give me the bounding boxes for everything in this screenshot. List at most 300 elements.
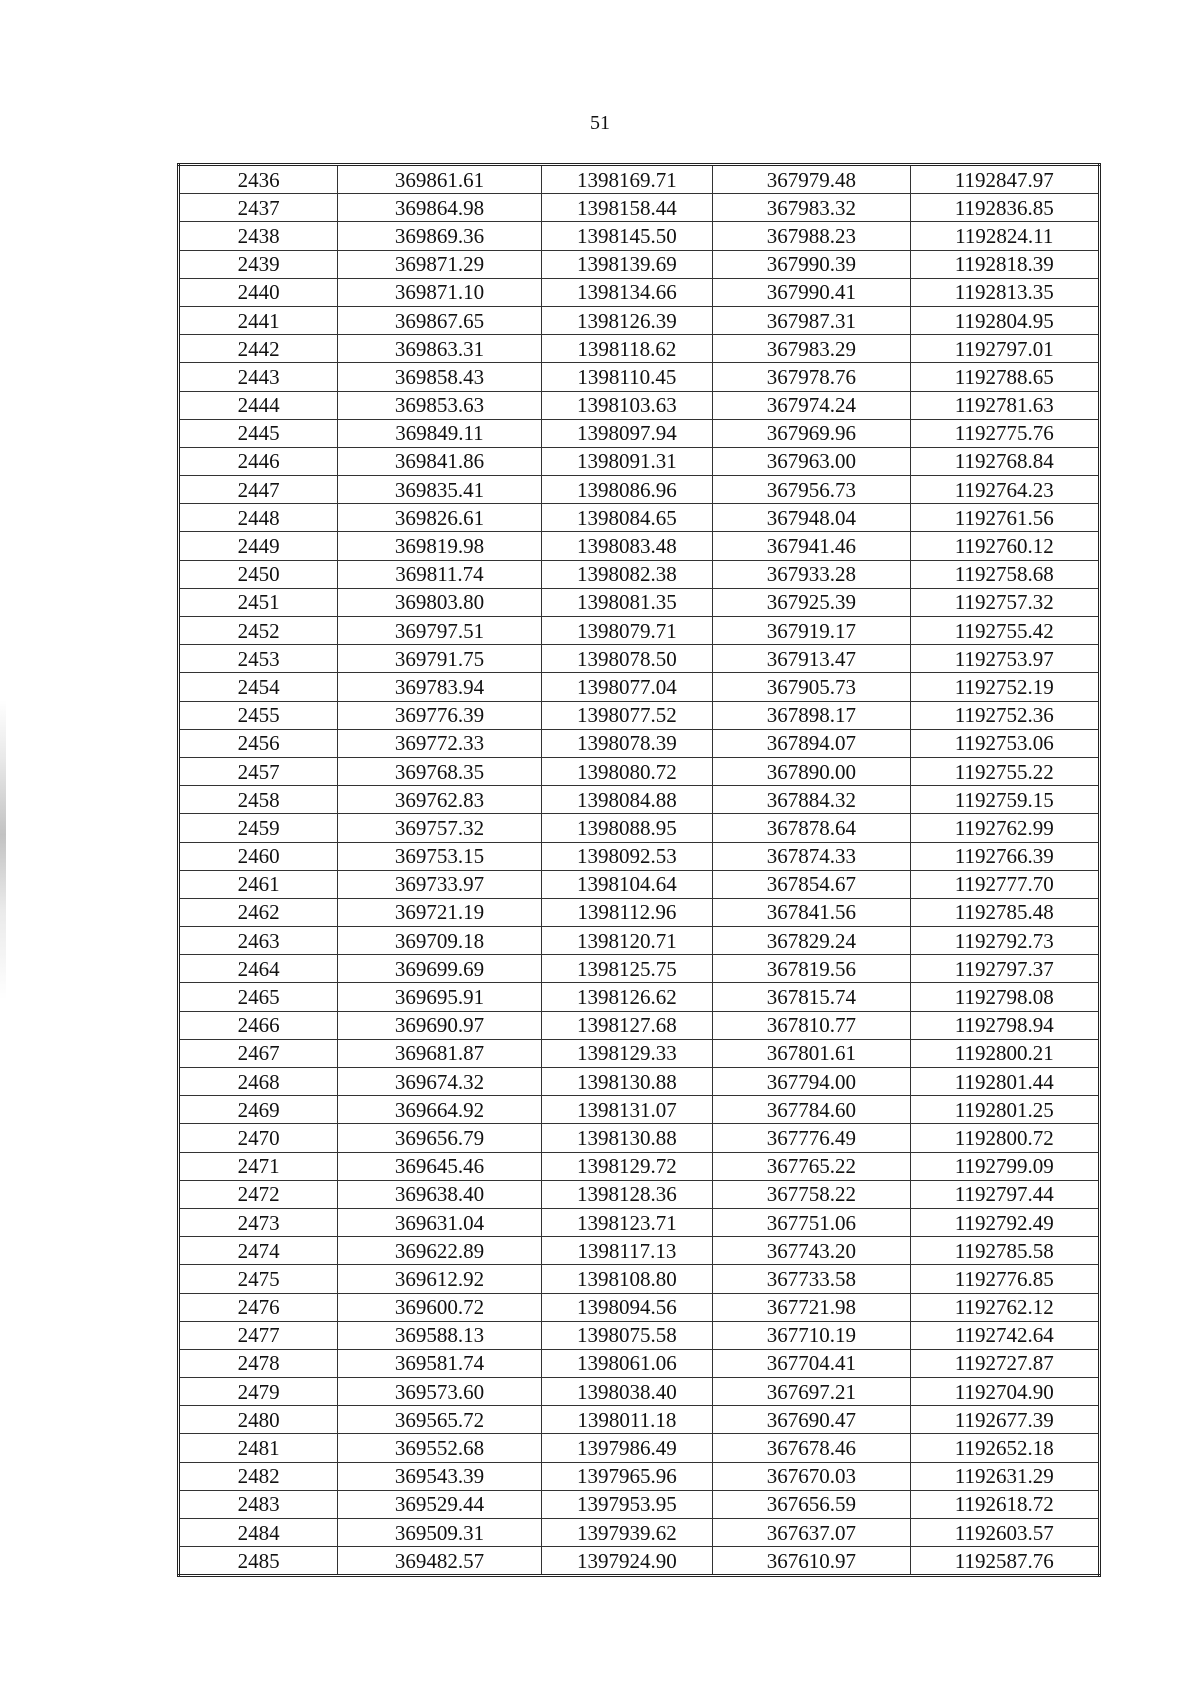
coord-y2-cell: 1192804.95	[910, 306, 1099, 334]
coord-y1-cell: 1398091.31	[541, 447, 713, 475]
coord-x2-cell: 367983.32	[713, 194, 910, 222]
coord-x2-cell: 367874.33	[713, 842, 910, 870]
table-row	[179, 476, 1100, 504]
point-number-cell: 2472	[179, 1180, 338, 1208]
table-row	[179, 391, 1100, 419]
point-number-cell: 2485	[179, 1547, 338, 1576]
coord-x2-cell: 367987.31	[713, 306, 910, 334]
coord-y1-cell: 1397965.96	[541, 1462, 713, 1490]
coord-x1-cell: 369581.74	[338, 1349, 541, 1377]
coord-y2-cell: 1192836.85	[910, 194, 1099, 222]
coord-x2-cell: 367776.49	[713, 1124, 910, 1152]
point-number-cell: 2469	[179, 1096, 338, 1124]
coord-y1-cell: 1398134.66	[541, 278, 713, 306]
point-number-cell: 2475	[179, 1265, 338, 1293]
coord-x2-cell: 367758.22	[713, 1180, 910, 1208]
point-number-cell: 2461	[179, 870, 338, 898]
table-row	[179, 1434, 1100, 1462]
table-row	[179, 870, 1100, 898]
coord-y1-cell: 1398077.52	[541, 701, 713, 729]
coord-x2-cell: 367978.76	[713, 363, 910, 391]
table-row	[179, 504, 1100, 532]
point-number-cell: 2462	[179, 898, 338, 926]
coord-x2-cell: 367690.47	[713, 1406, 910, 1434]
coord-x1-cell: 369864.98	[338, 194, 541, 222]
coord-y1-cell: 1398126.62	[541, 983, 713, 1011]
coord-x2-cell: 367784.60	[713, 1096, 910, 1124]
point-number-cell: 2449	[179, 532, 338, 560]
point-number-cell: 2483	[179, 1490, 338, 1518]
point-number-cell: 2473	[179, 1208, 338, 1236]
coord-y2-cell: 1192785.58	[910, 1237, 1099, 1265]
coord-y1-cell: 1398110.45	[541, 363, 713, 391]
coord-y1-cell: 1398103.63	[541, 391, 713, 419]
table-row	[179, 363, 1100, 391]
coord-y2-cell: 1192797.01	[910, 335, 1099, 363]
coord-x1-cell: 369772.33	[338, 729, 541, 757]
point-number-cell: 2452	[179, 617, 338, 645]
coord-y1-cell: 1398086.96	[541, 476, 713, 504]
coord-x1-cell: 369509.31	[338, 1519, 541, 1547]
coord-x2-cell: 367854.67	[713, 870, 910, 898]
point-number-cell: 2445	[179, 419, 338, 447]
coord-y2-cell: 1192742.64	[910, 1321, 1099, 1349]
coord-y1-cell: 1398078.39	[541, 729, 713, 757]
coord-y2-cell: 1192618.72	[910, 1490, 1099, 1518]
coord-y1-cell: 1398127.68	[541, 1011, 713, 1039]
coord-y1-cell: 1398078.50	[541, 645, 713, 673]
coord-x1-cell: 369797.51	[338, 617, 541, 645]
coord-y2-cell: 1192800.72	[910, 1124, 1099, 1152]
table-row	[179, 673, 1100, 701]
coord-y2-cell: 1192704.90	[910, 1378, 1099, 1406]
point-number-cell: 2437	[179, 194, 338, 222]
point-number-cell: 2471	[179, 1152, 338, 1180]
coord-x1-cell: 369565.72	[338, 1406, 541, 1434]
coord-x2-cell: 367890.00	[713, 757, 910, 785]
table-row	[179, 1462, 1100, 1490]
table-row	[179, 786, 1100, 814]
table-row	[179, 560, 1100, 588]
point-number-cell: 2477	[179, 1321, 338, 1349]
coord-y1-cell: 1398011.18	[541, 1406, 713, 1434]
coord-y1-cell: 1398084.88	[541, 786, 713, 814]
point-number-cell: 2466	[179, 1011, 338, 1039]
coord-x2-cell: 367710.19	[713, 1321, 910, 1349]
coord-y1-cell: 1398092.53	[541, 842, 713, 870]
table-row	[179, 955, 1100, 983]
coord-y2-cell: 1192631.29	[910, 1462, 1099, 1490]
coord-x1-cell: 369869.36	[338, 222, 541, 250]
coord-y2-cell: 1192801.25	[910, 1096, 1099, 1124]
table-row	[179, 1011, 1100, 1039]
table-row	[179, 1293, 1100, 1321]
coord-y1-cell: 1398118.62	[541, 335, 713, 363]
coord-y2-cell: 1192818.39	[910, 250, 1099, 278]
coord-y1-cell: 1398094.56	[541, 1293, 713, 1321]
coord-y2-cell: 1192785.48	[910, 898, 1099, 926]
coord-x2-cell: 367829.24	[713, 927, 910, 955]
coord-x1-cell: 369674.32	[338, 1068, 541, 1096]
coord-y2-cell: 1192760.12	[910, 532, 1099, 560]
table-row	[179, 1124, 1100, 1152]
point-number-cell: 2481	[179, 1434, 338, 1462]
coord-y1-cell: 1398169.71	[541, 165, 713, 194]
coord-y1-cell: 1397924.90	[541, 1547, 713, 1576]
coord-x1-cell: 369841.86	[338, 447, 541, 475]
coord-y2-cell: 1192753.06	[910, 729, 1099, 757]
table-row	[179, 222, 1100, 250]
coord-y2-cell: 1192792.73	[910, 927, 1099, 955]
coord-x1-cell: 369681.87	[338, 1039, 541, 1067]
coord-y2-cell: 1192781.63	[910, 391, 1099, 419]
coord-y1-cell: 1398125.75	[541, 955, 713, 983]
coord-x1-cell: 369695.91	[338, 983, 541, 1011]
coord-y2-cell: 1192798.08	[910, 983, 1099, 1011]
table-row	[179, 1378, 1100, 1406]
point-number-cell: 2460	[179, 842, 338, 870]
point-number-cell: 2463	[179, 927, 338, 955]
coord-x2-cell: 367751.06	[713, 1208, 910, 1236]
coord-x1-cell: 369849.11	[338, 419, 541, 447]
point-number-cell: 2455	[179, 701, 338, 729]
table-row	[179, 1180, 1100, 1208]
coord-y1-cell: 1397939.62	[541, 1519, 713, 1547]
point-number-cell: 2436	[179, 165, 338, 194]
table-row	[179, 1265, 1100, 1293]
table-row	[179, 588, 1100, 616]
point-number-cell: 2446	[179, 447, 338, 475]
coord-y2-cell: 1192797.44	[910, 1180, 1099, 1208]
coord-x2-cell: 367678.46	[713, 1434, 910, 1462]
coord-x2-cell: 367721.98	[713, 1293, 910, 1321]
coord-x2-cell: 367878.64	[713, 814, 910, 842]
coord-y2-cell: 1192800.21	[910, 1039, 1099, 1067]
coord-y1-cell: 1398128.36	[541, 1180, 713, 1208]
coord-x1-cell: 369638.40	[338, 1180, 541, 1208]
coord-y2-cell: 1192755.22	[910, 757, 1099, 785]
coord-x1-cell: 369861.61	[338, 165, 541, 194]
table-row	[179, 983, 1100, 1011]
coord-x2-cell: 367841.56	[713, 898, 910, 926]
coord-y1-cell: 1398108.80	[541, 1265, 713, 1293]
coord-x2-cell: 367794.00	[713, 1068, 910, 1096]
point-number-cell: 2479	[179, 1378, 338, 1406]
table-row	[179, 1406, 1100, 1434]
coord-x1-cell: 369811.74	[338, 560, 541, 588]
table-row	[179, 335, 1100, 363]
coord-x1-cell: 369690.97	[338, 1011, 541, 1039]
coord-x1-cell: 369552.68	[338, 1434, 541, 1462]
coord-y1-cell: 1397953.95	[541, 1490, 713, 1518]
coord-x1-cell: 369762.83	[338, 786, 541, 814]
coord-y1-cell: 1398126.39	[541, 306, 713, 334]
coord-x1-cell: 369853.63	[338, 391, 541, 419]
coord-x1-cell: 369871.10	[338, 278, 541, 306]
coord-x1-cell: 369543.39	[338, 1462, 541, 1490]
coord-y1-cell: 1398130.88	[541, 1068, 713, 1096]
coord-x2-cell: 367974.24	[713, 391, 910, 419]
table-row	[179, 729, 1100, 757]
table-row	[179, 645, 1100, 673]
coord-y2-cell: 1192798.94	[910, 1011, 1099, 1039]
coord-x1-cell: 369645.46	[338, 1152, 541, 1180]
coord-x2-cell: 367925.39	[713, 588, 910, 616]
coord-y1-cell: 1398081.35	[541, 588, 713, 616]
point-number-cell: 2444	[179, 391, 338, 419]
coord-x2-cell: 367948.04	[713, 504, 910, 532]
coordinates-table-body	[179, 165, 1100, 1576]
table-row	[179, 617, 1100, 645]
coord-y1-cell: 1398117.13	[541, 1237, 713, 1265]
table-row	[179, 1208, 1100, 1236]
point-number-cell: 2468	[179, 1068, 338, 1096]
coord-x2-cell: 367894.07	[713, 729, 910, 757]
coord-x2-cell: 367941.46	[713, 532, 910, 560]
coord-x1-cell: 369573.60	[338, 1378, 541, 1406]
point-number-cell: 2441	[179, 306, 338, 334]
coord-y2-cell: 1192758.68	[910, 560, 1099, 588]
coord-x2-cell: 367905.73	[713, 673, 910, 701]
coord-y1-cell: 1398130.88	[541, 1124, 713, 1152]
coord-y2-cell: 1192847.97	[910, 165, 1099, 194]
coord-y2-cell: 1192813.35	[910, 278, 1099, 306]
point-number-cell: 2456	[179, 729, 338, 757]
coord-x2-cell: 367733.58	[713, 1265, 910, 1293]
coord-y1-cell: 1398123.71	[541, 1208, 713, 1236]
table-row	[179, 814, 1100, 842]
coord-x1-cell: 369721.19	[338, 898, 541, 926]
coord-x2-cell: 367697.21	[713, 1378, 910, 1406]
coord-y2-cell: 1192762.12	[910, 1293, 1099, 1321]
table-row	[179, 1152, 1100, 1180]
coord-y2-cell: 1192799.09	[910, 1152, 1099, 1180]
table-row	[179, 194, 1100, 222]
point-number-cell: 2458	[179, 786, 338, 814]
coord-x2-cell: 367898.17	[713, 701, 910, 729]
coord-x1-cell: 369753.15	[338, 842, 541, 870]
coord-y2-cell: 1192768.84	[910, 447, 1099, 475]
table-row	[179, 1519, 1100, 1547]
coord-y1-cell: 1398120.71	[541, 927, 713, 955]
coord-y2-cell: 1192677.39	[910, 1406, 1099, 1434]
table-row	[179, 1096, 1100, 1124]
coord-x2-cell: 367610.97	[713, 1547, 910, 1576]
coord-x1-cell: 369709.18	[338, 927, 541, 955]
point-number-cell: 2440	[179, 278, 338, 306]
table-row	[179, 1490, 1100, 1518]
coord-y2-cell: 1192766.39	[910, 842, 1099, 870]
coord-x2-cell: 367990.41	[713, 278, 910, 306]
table-row	[179, 278, 1100, 306]
coord-y1-cell: 1398104.64	[541, 870, 713, 898]
coord-y1-cell: 1398158.44	[541, 194, 713, 222]
coord-x1-cell: 369768.35	[338, 757, 541, 785]
coord-x2-cell: 367919.17	[713, 617, 910, 645]
point-number-cell: 2459	[179, 814, 338, 842]
coord-x1-cell: 369819.98	[338, 532, 541, 560]
table-row	[179, 757, 1100, 785]
coord-x1-cell: 369622.89	[338, 1237, 541, 1265]
coord-y2-cell: 1192603.57	[910, 1519, 1099, 1547]
coord-x1-cell: 369803.80	[338, 588, 541, 616]
coord-x1-cell: 369835.41	[338, 476, 541, 504]
coord-x2-cell: 367884.32	[713, 786, 910, 814]
coord-y2-cell: 1192797.37	[910, 955, 1099, 983]
table-row	[179, 1349, 1100, 1377]
coord-x1-cell: 369699.69	[338, 955, 541, 983]
coord-x2-cell: 367990.39	[713, 250, 910, 278]
coord-x2-cell: 367819.56	[713, 955, 910, 983]
point-number-cell: 2480	[179, 1406, 338, 1434]
point-number-cell: 2439	[179, 250, 338, 278]
coord-x1-cell: 369529.44	[338, 1490, 541, 1518]
coord-y2-cell: 1192752.36	[910, 701, 1099, 729]
coord-y1-cell: 1398061.06	[541, 1349, 713, 1377]
coord-y2-cell: 1192762.99	[910, 814, 1099, 842]
coord-x1-cell: 369612.92	[338, 1265, 541, 1293]
coord-y2-cell: 1192788.65	[910, 363, 1099, 391]
coord-x1-cell: 369858.43	[338, 363, 541, 391]
point-number-cell: 2464	[179, 955, 338, 983]
table-row	[179, 447, 1100, 475]
coord-y2-cell: 1192761.56	[910, 504, 1099, 532]
coordinates-table	[177, 163, 1101, 1577]
point-number-cell: 2474	[179, 1237, 338, 1265]
coord-x1-cell: 369826.61	[338, 504, 541, 532]
point-number-cell: 2442	[179, 335, 338, 363]
coord-y2-cell: 1192775.76	[910, 419, 1099, 447]
table-row	[179, 1321, 1100, 1349]
coord-y2-cell: 1192752.19	[910, 673, 1099, 701]
coord-y1-cell: 1398079.71	[541, 617, 713, 645]
page-number: 51	[590, 112, 610, 134]
coord-y1-cell: 1398139.69	[541, 250, 713, 278]
table-row	[179, 1068, 1100, 1096]
point-number-cell: 2448	[179, 504, 338, 532]
point-number-cell: 2476	[179, 1293, 338, 1321]
coord-y2-cell: 1192753.97	[910, 645, 1099, 673]
coord-x1-cell: 369600.72	[338, 1293, 541, 1321]
coord-y2-cell: 1192801.44	[910, 1068, 1099, 1096]
coord-x2-cell: 367983.29	[713, 335, 910, 363]
coord-y2-cell: 1192764.23	[910, 476, 1099, 504]
coord-y2-cell: 1192792.49	[910, 1208, 1099, 1236]
coord-x1-cell: 369588.13	[338, 1321, 541, 1349]
coord-x2-cell: 367969.96	[713, 419, 910, 447]
coord-x1-cell: 369631.04	[338, 1208, 541, 1236]
table-row	[179, 701, 1100, 729]
coord-y1-cell: 1398080.72	[541, 757, 713, 785]
coord-y1-cell: 1398084.65	[541, 504, 713, 532]
coord-y2-cell: 1192777.70	[910, 870, 1099, 898]
coord-x2-cell: 367670.03	[713, 1462, 910, 1490]
table-row	[179, 165, 1100, 194]
table-row	[179, 250, 1100, 278]
coord-x2-cell: 367765.22	[713, 1152, 910, 1180]
coord-x2-cell: 367956.73	[713, 476, 910, 504]
coord-x2-cell: 367743.20	[713, 1237, 910, 1265]
coord-y1-cell: 1398075.58	[541, 1321, 713, 1349]
point-number-cell: 2453	[179, 645, 338, 673]
coord-x1-cell: 369791.75	[338, 645, 541, 673]
table-row	[179, 1039, 1100, 1067]
point-number-cell: 2450	[179, 560, 338, 588]
coord-x1-cell: 369656.79	[338, 1124, 541, 1152]
table-row	[179, 842, 1100, 870]
coord-x1-cell: 369664.92	[338, 1096, 541, 1124]
table-row	[179, 532, 1100, 560]
coord-y2-cell: 1192727.87	[910, 1349, 1099, 1377]
coord-x2-cell: 367913.47	[713, 645, 910, 673]
coord-x2-cell: 367704.41	[713, 1349, 910, 1377]
coord-y2-cell: 1192587.76	[910, 1547, 1099, 1576]
point-number-cell: 2454	[179, 673, 338, 701]
coord-y1-cell: 1398131.07	[541, 1096, 713, 1124]
coord-x2-cell: 367637.07	[713, 1519, 910, 1547]
point-number-cell: 2447	[179, 476, 338, 504]
table-row	[179, 1237, 1100, 1265]
coord-y1-cell: 1398077.04	[541, 673, 713, 701]
point-number-cell: 2478	[179, 1349, 338, 1377]
coord-x1-cell: 369867.65	[338, 306, 541, 334]
table-row	[179, 898, 1100, 926]
table-row	[179, 927, 1100, 955]
table-row	[179, 306, 1100, 334]
point-number-cell: 2470	[179, 1124, 338, 1152]
point-number-cell: 2482	[179, 1462, 338, 1490]
point-number-cell: 2465	[179, 983, 338, 1011]
coord-x1-cell: 369482.57	[338, 1547, 541, 1576]
coord-y1-cell: 1398083.48	[541, 532, 713, 560]
coord-x1-cell: 369783.94	[338, 673, 541, 701]
table-row	[179, 419, 1100, 447]
coord-x2-cell: 367656.59	[713, 1490, 910, 1518]
point-number-cell: 2457	[179, 757, 338, 785]
coord-y1-cell: 1398082.38	[541, 560, 713, 588]
coord-y1-cell: 1398145.50	[541, 222, 713, 250]
coord-x1-cell: 369757.32	[338, 814, 541, 842]
coord-x2-cell: 367810.77	[713, 1011, 910, 1039]
coord-y2-cell: 1192759.15	[910, 786, 1099, 814]
coord-y2-cell: 1192824.11	[910, 222, 1099, 250]
point-number-cell: 2438	[179, 222, 338, 250]
coord-y1-cell: 1398097.94	[541, 419, 713, 447]
coord-y1-cell: 1397986.49	[541, 1434, 713, 1462]
scan-edge-marks	[0, 700, 6, 1000]
coord-x1-cell: 369776.39	[338, 701, 541, 729]
coord-x2-cell: 367963.00	[713, 447, 910, 475]
coord-x2-cell: 367815.74	[713, 983, 910, 1011]
point-number-cell: 2451	[179, 588, 338, 616]
point-number-cell: 2484	[179, 1519, 338, 1547]
coord-x2-cell: 367988.23	[713, 222, 910, 250]
coord-x1-cell: 369733.97	[338, 870, 541, 898]
coord-y2-cell: 1192776.85	[910, 1265, 1099, 1293]
coord-x2-cell: 367801.61	[713, 1039, 910, 1067]
point-number-cell: 2443	[179, 363, 338, 391]
coord-y2-cell: 1192652.18	[910, 1434, 1099, 1462]
table-row	[179, 1547, 1100, 1576]
coord-y1-cell: 1398038.40	[541, 1378, 713, 1406]
coord-x2-cell: 367933.28	[713, 560, 910, 588]
coord-y2-cell: 1192757.32	[910, 588, 1099, 616]
coord-y2-cell: 1192755.42	[910, 617, 1099, 645]
coord-y1-cell: 1398129.72	[541, 1152, 713, 1180]
coord-x1-cell: 369863.31	[338, 335, 541, 363]
point-number-cell: 2467	[179, 1039, 338, 1067]
coord-x1-cell: 369871.29	[338, 250, 541, 278]
